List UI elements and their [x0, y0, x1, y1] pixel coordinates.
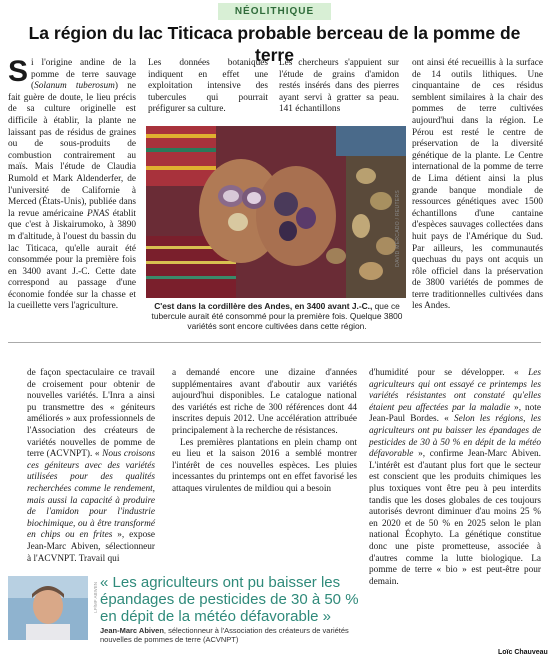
body-column-3 — [369, 368, 541, 588]
body3-text-c: », confirme Jean-Marc Abiven. L'intérêt est d'autant plus fort que le secteur est conscient que les produits chimiques les plus toxiques vont être peu à peu interdits tandis que les doses globales de ces toujours autorisés devront diminuer d'au moins 25 % en 2020 et de 50 % en 2025 selon le plan national Écophyto. La génétique constitue donc une piste prometteuse, associée à d'autres comme la lutte biologique. La pomme de terre « bio » est peut-être pour demain. — [369, 449, 541, 587]
body-column-1 — [27, 368, 155, 565]
column-4 — [412, 58, 543, 313]
author-byline: Loïc Chauveau — [498, 649, 548, 656]
column-1 — [8, 55, 136, 313]
body3-text-a: d'humidité pour se développer. « — [369, 368, 529, 378]
body1-text-a: de façon spectaculaire ce travail de croisement pour obtenir de nouvelles variétés. L'Inra a ainsi pu transmettre des « géniteurs améliorés » aux professionnels de l'Association des créateurs de variétés nouvelles de pomme de terre (ACVNPT). « — [27, 368, 155, 460]
pullquote-text: « Les agriculteurs ont pu baisser les épandages de pesticides de 30 à 50 % en dépit de la météo défavorable » — [100, 574, 359, 625]
col1-italic-a: Solanum tuberosum — [34, 81, 115, 92]
attrib-role: , sélectionneur à l'Association des créateurs de variétés nouvelles de pommes de terre (ACVNPT) — [100, 626, 349, 644]
body3-text-b: », note Jean-Paul Bordes. « — [369, 402, 541, 425]
col3-text: Les chercheurs s'appuient sur l'étude de grains d'amidon restés insérés dans des pierres ayant servi à gratter sa peau. 141 échantillons — [279, 58, 399, 115]
body-column-2 — [172, 368, 357, 496]
potato-hands-illustration — [146, 126, 406, 298]
col4-text: ont ainsi été recueillis à la surface de 14 outils lithiques. Une cinquantaine de ces résidus semblent similaires à la chair des pommes de terre cultivées aujourd'hui dans la région. Le Pérou est resté le centre de préservation de la diversité génétique de la plante. Le Centre international de la pomme de terre de Lima détient ainsi la plus grande banque mondiale de ressources génétiques avec 1500 échantillons d'une cantaine d'espèces sauvages collectées dans huit pays de l'Amérique du Sud. Par ailleurs, les communautés quechuas du pays ont acquis un rôle officiel dans la préservation de 3800 variétés de pommes de terre traditionnelles cultivées dans les Andes. — [412, 58, 543, 312]
portrait-credit: LP/MF ABIVEN — [93, 582, 98, 613]
col1-text-c: établit que c'est à Jiskairumoko, à 3890 m d'altitude, à l'ouest du bassin du lac Titicaca, qu'elle aurait été consommée pour la première fois en 3400 avant J.-C. Cette date correspond au passage d'une économie fondée sur la chasse et la cueillette vers l'agriculture. — [8, 208, 136, 312]
portrait-photo — [8, 576, 88, 640]
section-rubric: NÉOLITHIQUE — [218, 3, 331, 20]
col1-italic-b: PNAS — [86, 208, 110, 219]
photo-credit: DAVID MERCADO / REUTERS — [395, 190, 401, 267]
pullquote-attribution — [100, 626, 365, 644]
photo-caption — [146, 301, 408, 331]
body3-italic-b: Selon les régions, les agriculteurs ont pu baisser les épandages de pesticides de 30 à 50 % en dépit de la météo défavorable — [369, 414, 541, 460]
column-2 — [148, 58, 268, 116]
attrib-name: Jean-Marc Abiven — [100, 626, 164, 635]
dropcap: S — [8, 55, 29, 88]
body1-italic: Nous croisons ces géniteurs avec des variétés utilisées pour des qualités recherchées comme le rendement, mais aussi la capacité à produire de l'amidon pour l'industrie biochimique, ou à être transformé en chips ou en frites — [27, 449, 156, 541]
col2-text: Les données botaniques indiquent en effet une exploitation intensive des tubercules qui pourrait préfigurer sa culture. — [148, 58, 268, 115]
potato-hands-photo — [146, 126, 406, 298]
column-3 — [279, 58, 399, 116]
headline: La région du lac Titicaca probable berceau de la pomme de terre — [28, 23, 521, 65]
body2-p2: Les premières plantations en plein champ ont eu lieu et la saison 2016 a semblé montrer l'intérêt de ces nouvelles espèces. Les pluies incessantes du printemps ont en effet favorisé les attaques virulentes de mildiou qui a besoin — [172, 437, 357, 494]
section-divider — [8, 342, 541, 343]
body1-text-b: », expose Jean-Marc Abiven, sélectionneur à l'ACVNPT. Travail qui — [27, 530, 155, 564]
caption-rest: que ce tubercule aurait été consommé pour la première fois. Quelque 3800 variétés sont encore cultivées dans cette région. — [151, 301, 403, 331]
portrait-illustration — [8, 576, 88, 640]
col1-text-a: i l'origine andine de la pomme de terre sauvage ( — [31, 58, 136, 92]
caption-bold: C'est dans la cordillère des Andes, en 3400 avant J.-C., — [154, 301, 373, 311]
body2-p1: a demandé encore une dizaine d'années supplémentaires avant d'aboutir aux variétés aujourd'hui disponibles. Le catalogue national des variétés est riche de 300 références dont 44 inscrites depuis 2012. Une accélération attribuée principalement à la recherche de résistances. — [172, 368, 357, 436]
col1-text-b: ) ne fait guère de doute, le lieu précis de sa culture originelle est difficile à établir, la plante ne laissant pas de résidus de graines ou de sous-produits de combustion contrairement au maïs. Mais l'étude de Claudia Rumold et Mark Aldenderfer, de l'université de Californie à Merced (États-Unis), publiée dans la revue américaine — [8, 81, 136, 219]
pullquote-box — [8, 572, 363, 644]
body3-italic-a: Les agriculteurs qui ont essayé ce printemps les variétés résistantes ont constaté qu'elles étaient peu affectées par la maladie — [369, 368, 541, 413]
